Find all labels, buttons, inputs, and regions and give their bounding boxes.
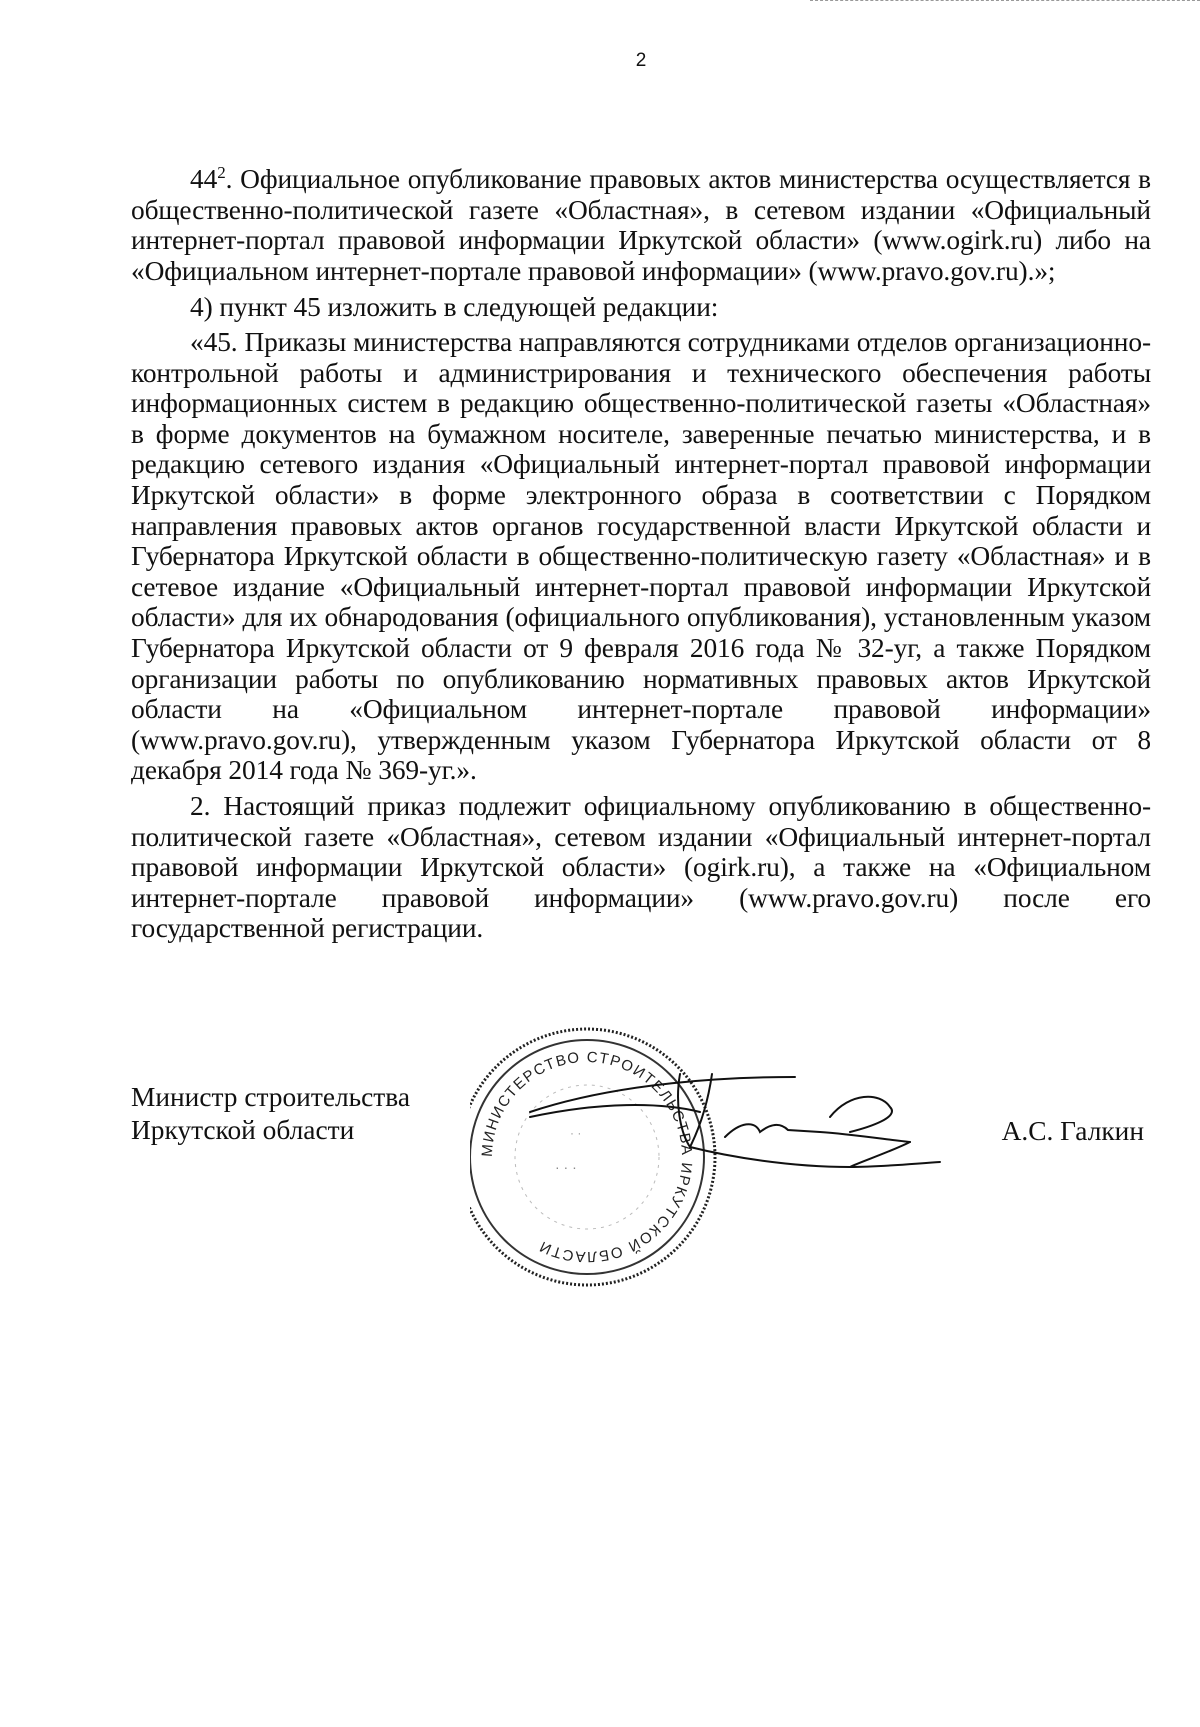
clause-superscript: 2 <box>217 163 226 182</box>
svg-text:· · ·: · · · <box>555 1159 577 1175</box>
clause-number: 44 <box>190 164 218 195</box>
paragraph-2: 2. Настоящий приказ подлежит официальному опубликованию в общественно-политической газете «Областная», сетевом издании «Официальный интернет-портал правовой информации Иркутской области» (ogirk.ru), а также на «Официальном интернет-портале правовой информации» (www.pravo.gov.ru) после его государственной регистрации. <box>131 791 1151 944</box>
page-number: 2 <box>635 50 647 71</box>
position-line-1: Министр строительства <box>131 1082 410 1112</box>
handwritten-signature <box>530 1074 940 1167</box>
seal-and-signature <box>470 1022 950 1292</box>
signatory-position <box>131 1081 410 1147</box>
document-body <box>131 158 1151 944</box>
official-seal <box>470 1029 715 1285</box>
position-line-2: Иркутской области <box>131 1115 355 1145</box>
paragraph-item-4: 4) пункт 45 изложить в следующей редакции: <box>190 291 719 322</box>
seal-text: МИНИСТЕРСТВО СТРОИТЕЛЬСТВА ИРКУТСКОЙ ОБЛАСТИ <box>478 1048 696 1266</box>
svg-text:МИНИСТЕРСТВО СТРОИТЕЛЬСТВА ИРК <box>479 1049 695 1265</box>
clause-text: . Официальное опубликование правовых актов министерства осуществляется в общественно-политической газете «Областная», в сетевом издании «Официальный интернет-портал правовой информации Иркутской области» (www.ogirk.ru) либо на «Официальном интернет-портале правовой информации» (www.pravo.gov.ru).»; <box>131 164 1151 286</box>
top-edge-rule <box>810 0 1200 2</box>
paragraph-44-2 <box>131 158 1151 287</box>
paragraph-45: «45. Приказы министерства направляются сотрудниками отделов организационно-контрольной работы и администрирования и технического обеспечения работы информационных систем в редакцию общественно-политической газеты «Областная» в форме документов на бумажном носителе, заверенные печатью министерства, и в редакцию сетевого издания «Официальный интернет-портал правовой информации Иркутской области» в форме электронного образа в соответствии с Порядком направления правовых актов органов государственной власти Иркутской области и Губернатора Иркутской области в общественно-политическую газету «Областная» и в сетевое издание «Официальный интернет-портал правовой информации Иркутской области» для их обнародования (официального опубликования), установленным указом Губернатора Иркутской области от 9 февраля 2016 года № 32-уг, а также Порядком организации работы по опубликованию нормативных правовых актов Иркутской области на «Официальном интернет-портале правовой информации» (www.pravo.gov.ru), утвержденным указом Губернатора Иркутской области от 8 декабря 2014 года № 369-уг.». <box>131 327 1151 786</box>
signatory-name: А.С. Галкин <box>1001 1116 1144 1146</box>
svg-text:· ·: · · <box>570 1126 582 1140</box>
